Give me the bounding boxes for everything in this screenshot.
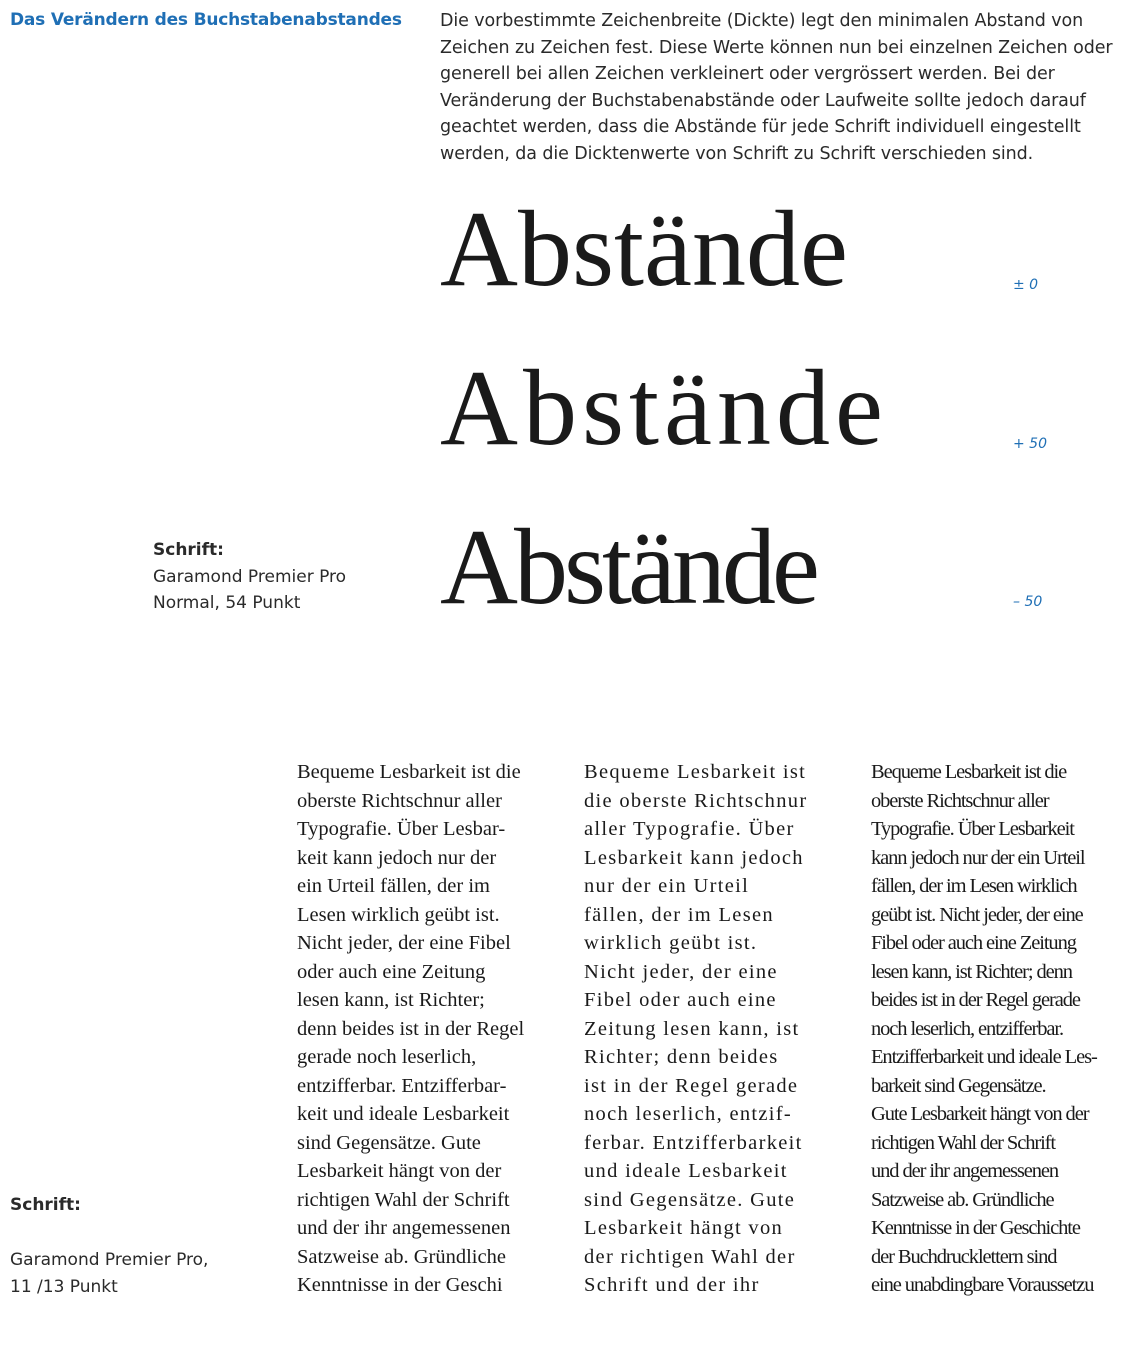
tracking-label-wide: + 50 <box>1013 436 1047 452</box>
column-line: fällen, der im Lesen <box>584 903 774 926</box>
column-line: Lesbarkeit kann jedoch <box>584 846 804 869</box>
column-line: Typografie. Über Lesbarkeit <box>871 818 1074 840</box>
column-line: der richtigen Wahl der <box>584 1245 796 1268</box>
column-line: kann jedoch nur der ein Urteil <box>871 846 1085 869</box>
column-line: beides ist in der Regel gerade <box>871 989 1080 1011</box>
text-column-wide <box>584 758 807 1300</box>
font-info-samples <box>153 537 346 617</box>
column-line: die oberste Richtschnur <box>584 789 808 812</box>
intro-line: Die vorbestimmte Zeichenbreite (Dickte) legt den minimalen Abstand von <box>440 11 1084 31</box>
column-line: noch leserlich, entzifferbar. <box>871 1017 1063 1040</box>
column-line: Fibel oder auch eine <box>584 989 777 1011</box>
column-line: eine unabdingbare Voraussetzu <box>871 1274 1094 1296</box>
sample-word-normal: Abstände <box>440 190 848 309</box>
tracking-label-normal: ± 0 <box>1013 277 1039 293</box>
column-line: und der ihr angemessenen <box>297 1217 511 1239</box>
column-line: denn beides ist in der Regel <box>297 1017 525 1040</box>
column-line: geübt ist. Nicht jeder, der eine <box>871 903 1083 926</box>
font-info-size: Normal, 54 Punkt <box>153 593 301 613</box>
column-line: Typografie. Über Lesbar- <box>297 818 506 840</box>
column-line: lesen kann, ist Richter; <box>297 989 485 1011</box>
column-line: keit kann jedoch nur der <box>297 846 497 869</box>
font-info-columns <box>10 1247 208 1300</box>
column-line: noch leserlich, entzif- <box>584 1103 793 1125</box>
column-line: Fibel oder auch eine Zeitung <box>871 932 1076 954</box>
column-line: sind Gegensätze. Gute <box>297 1131 481 1154</box>
column-line: Kenntnisse in der Geschichte <box>871 1217 1080 1239</box>
column-line: oberste Richtschnur aller <box>871 789 1049 812</box>
column-line: Gute Lesbarkeit hängt von der <box>871 1103 1089 1125</box>
column-line: ferbar. Entzifferbarkeit <box>584 1131 803 1154</box>
intro-line: Zeichen zu Zeichen fest. Diese Werte können nun bei einzelnen Zeichen oder <box>440 37 1113 58</box>
column-line: ein Urteil fällen, der im <box>297 875 490 897</box>
font-info-columns-label: Schrift: <box>10 1195 81 1215</box>
column-line: Lesbarkeit hängt von <box>584 1217 784 1239</box>
column-line: und der ihr angemessenen <box>871 1160 1059 1182</box>
column-line: richtigen Wahl der Schrift <box>297 1188 510 1211</box>
intro-paragraph <box>440 8 1120 167</box>
font-info-size: 11 /13 Punkt <box>10 1276 118 1297</box>
intro-line: generell bei allen Zeichen verkleinert oder vergrössert werden. Bei der <box>440 64 1055 84</box>
column-line: Bequeme Lesbarkeit ist <box>584 761 807 783</box>
intro-line: Veränderung der Buchstabenabstände oder Laufweite sollte jedoch darauf <box>440 90 1086 111</box>
intro-line: werden, da die Dicktenwerte von Schrift zu Schrift verschieden sind. <box>440 143 1034 164</box>
column-line: Kenntnisse in der Geschi <box>297 1274 503 1296</box>
column-line: sind Gegensätze. Gute <box>584 1188 796 1211</box>
section-heading: Das Verändern des Buchstabenabstandes <box>10 10 402 30</box>
column-line: Bequeme Lesbarkeit ist die <box>297 761 521 783</box>
column-line: keit und ideale Lesbarkeit <box>297 1103 510 1125</box>
column-line: Richter; denn beides <box>584 1046 779 1068</box>
column-line: Nicht jeder, der eine Fibel <box>297 932 511 954</box>
text-column-tight <box>871 758 1097 1300</box>
column-line: nur der ein Urteil <box>584 875 750 897</box>
column-line: ist in der Regel gerade <box>584 1074 799 1097</box>
column-line: barkeit sind Gegensätze. <box>871 1074 1046 1097</box>
column-line: Schrift und der ihr <box>584 1274 760 1296</box>
column-line: fällen, der im Lesen wirklich <box>871 875 1077 897</box>
column-line: wirklich geübt ist. <box>584 932 758 954</box>
font-info-label: Schrift: <box>153 540 224 560</box>
column-line: oder auch eine Zeitung <box>297 960 486 983</box>
column-line: aller Typografie. Über <box>584 818 795 840</box>
tracking-label-tight: – 50 <box>1013 594 1043 610</box>
column-line: Lesbarkeit hängt von der <box>297 1160 502 1182</box>
column-line: gerade noch leserlich, <box>297 1046 477 1068</box>
column-line: Lesen wirklich geübt ist. <box>297 903 500 926</box>
sample-word-wide: Abstände <box>440 349 888 468</box>
column-line: Satzweise ab. Gründliche <box>871 1188 1054 1211</box>
column-line: entzifferbar. Entzifferbar- <box>297 1074 507 1097</box>
column-line: richtigen Wahl der Schrift <box>871 1131 1055 1154</box>
column-line: Entzifferbarkeit und ideale Les- <box>871 1046 1097 1068</box>
column-line: Zeitung lesen kann, ist <box>584 1017 800 1040</box>
column-line: Bequeme Lesbarkeit ist die <box>871 761 1067 783</box>
intro-line: geachtet werden, dass die Abstände für jede Schrift individuell eingestellt <box>440 117 1081 137</box>
font-info-name: Garamond Premier Pro <box>153 566 347 587</box>
text-column-normal <box>297 758 524 1300</box>
column-line: der Buchdrucklettern sind <box>871 1245 1057 1268</box>
font-info-name: Garamond Premier Pro, <box>10 1250 209 1270</box>
column-line: lesen kann, ist Richter; denn <box>871 960 1072 983</box>
sample-word-tight: Abstände <box>440 508 816 627</box>
column-line: und ideale Lesbarkeit <box>584 1160 788 1182</box>
column-line: Nicht jeder, der eine <box>584 960 778 983</box>
column-line: oberste Richtschnur aller <box>297 789 502 812</box>
column-line: Satzweise ab. Gründliche <box>297 1245 506 1268</box>
